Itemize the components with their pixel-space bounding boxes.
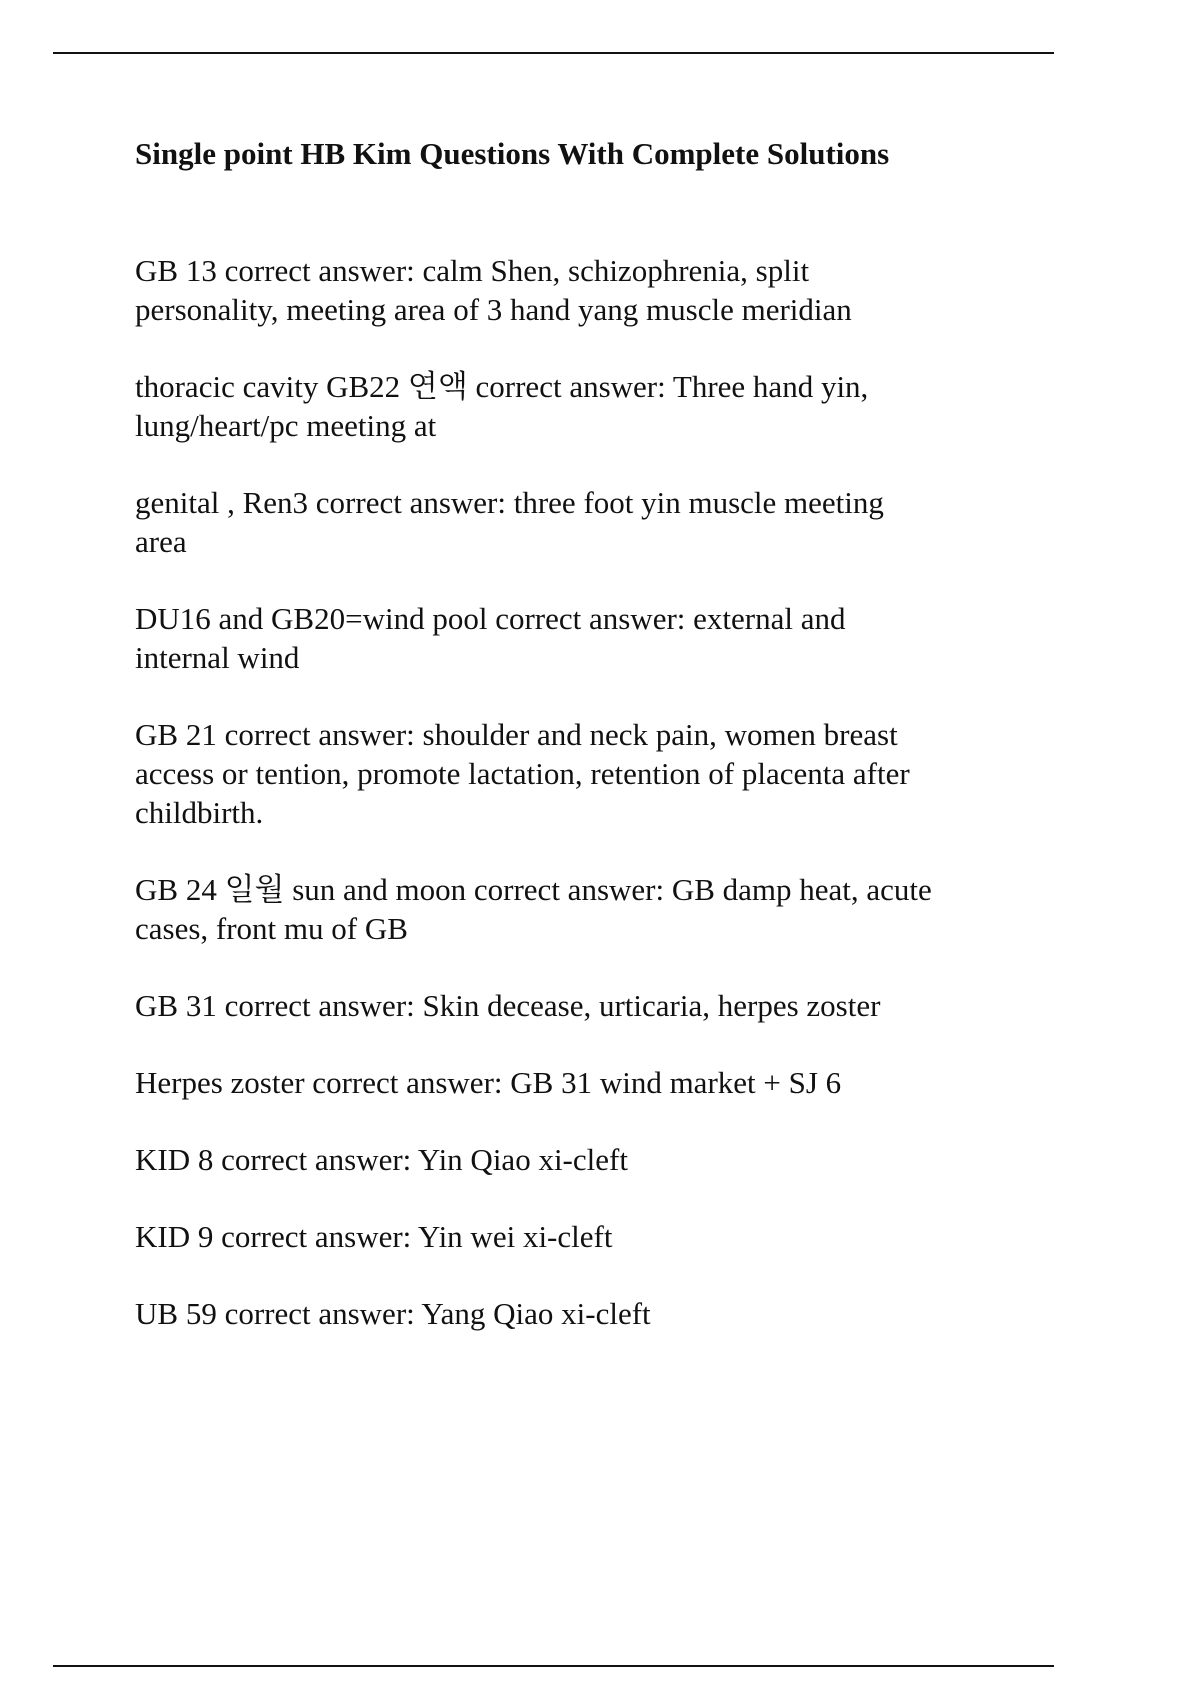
qa-entry-line: GB 31 correct answer: Skin decease, urticaria, herpes zoster — [135, 988, 881, 1023]
header-rule — [53, 52, 1054, 54]
qa-entry — [135, 870, 1085, 948]
qa-entry-line: Herpes zoster correct answer: GB 31 wind market + SJ 6 — [135, 1065, 842, 1100]
qa-list — [135, 251, 1085, 1333]
qa-entry — [135, 715, 1085, 832]
qa-entry — [135, 1063, 1085, 1102]
qa-entry — [135, 483, 1085, 561]
qa-entry-line: lung/heart/pc meeting at — [135, 408, 437, 443]
qa-entry-line: internal wind — [135, 640, 300, 675]
qa-entry-line: GB 21 correct answer: shoulder and neck pain, women breast — [135, 717, 898, 752]
qa-entry-line: UB 59 correct answer: Yang Qiao xi-cleft — [135, 1296, 651, 1331]
qa-entry — [135, 986, 1085, 1025]
qa-entry-line: GB 13 correct answer: calm Shen, schizophrenia, split — [135, 253, 810, 288]
qa-entry — [135, 1140, 1085, 1179]
qa-entry-line: access or tention, promote lactation, retention of placenta after — [135, 756, 910, 791]
qa-entry-line: area — [135, 524, 187, 559]
qa-entry — [135, 367, 1085, 445]
qa-entry-line: KID 9 correct answer: Yin wei xi-cleft — [135, 1219, 613, 1254]
qa-entry — [135, 1294, 1085, 1333]
qa-entry-line: personality, meeting area of 3 hand yang muscle meridian — [135, 292, 852, 327]
qa-entry-line: childbirth. — [135, 795, 264, 830]
document-body — [135, 134, 1085, 1371]
qa-entry-line: KID 8 correct answer: Yin Qiao xi-cleft — [135, 1142, 628, 1177]
footer-rule — [53, 1665, 1054, 1667]
qa-entry-line: genital , Ren3 correct answer: three foot yin muscle meeting — [135, 485, 884, 520]
qa-entry — [135, 1217, 1085, 1256]
qa-entry-line: DU16 and GB20=wind pool correct answer: external and — [135, 601, 846, 636]
qa-entry — [135, 251, 1085, 329]
qa-entry — [135, 599, 1085, 677]
qa-entry-line: GB 24 일월 sun and moon correct answer: GB damp heat, acute — [135, 872, 932, 907]
document-title: Single point HB Kim Questions With Complete Solutions — [135, 136, 890, 171]
qa-entry-line: thoracic cavity GB22 연액 correct answer: Three hand yin, — [135, 369, 869, 404]
qa-entry-line: cases, front mu of GB — [135, 911, 408, 946]
